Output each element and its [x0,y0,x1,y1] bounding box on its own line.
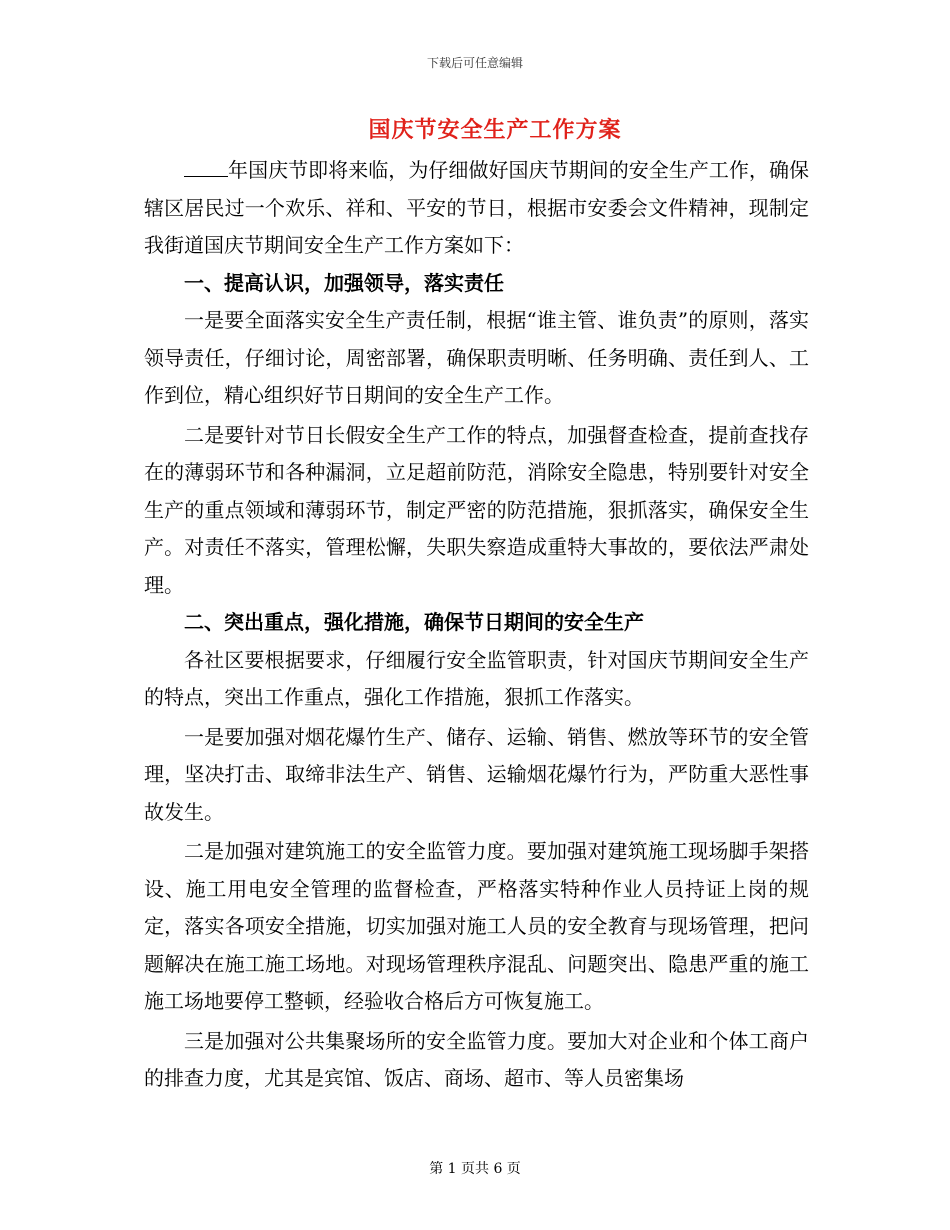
page-number-footer: 第 1 页共 6 页 [429,1161,521,1177]
section-1-paragraph-2: 二是要针对节日长假安全生产工作的特点，加强督查检查，提前查找存在的薄弱环节和各种漏洞，立足超前防范，消除安全隐患，特别要针对安全生产的重点领域和薄弱环节，制定严密的防范措施，狠抓落实，确保安全生产。对责任不落实，管理松懈，失职失察造成重特大事故的，要依法严肃处理。 [144,422,809,597]
document-title: 国庆节安全生产工作方案 [368,117,622,143]
page-header-note: 下载后可任意编辑 [426,56,523,70]
intro-text: 年国庆节即将来临，为仔细做好国庆节期间的安全生产工作，确保辖区居民过一个欢乐、祥和、平安的节日，根据市安委会文件精神，现制定我街道国庆节期间安全生产工作方案如下： [144,158,809,257]
year-blank [184,154,228,177]
section-2-paragraph-2: 一是要加强对烟花爆竹生产、储存、运输、销售、燃放等环节的安全管理，坚决打击、取缔非法生产、销售、运输烟花爆竹行为，严防重大恶性事故发生。 [144,724,809,824]
section-2-paragraph-1: 各社区要根据要求，仔细履行安全监管职责，针对国庆节期间安全生产的特点，突出工作重点，强化工作措施，狠抓工作落实。 [144,647,809,709]
section-1-paragraph-1: 一是要全面落实安全生产责任制，根据“谁主管、谁负责”的原则，落实领导责任，仔细讨论，周密部署，确保职责明晰、任务明确、责任到人、工作到位，精心组织好节日期间的安全生产工作。 [144,308,809,407]
section-1-heading: 一、提高认识，加强领导，落实责任 [184,270,504,295]
intro-paragraph [144,152,809,265]
section-2-heading: 二、突出重点，强化措施，确保节日期间的安全生产 [184,610,644,634]
document-body [144,152,809,1098]
section-2-paragraph-4: 三是加强对公共集聚场所的安全监管力度。要加大对企业和个体工商户的排查力度，尤其是宾馆、饭店、商场、超市、等人员密集场 [144,1028,809,1090]
section-2-paragraph-3: 二是加强对建筑施工的安全监管力度。要加强对建筑施工现场脚手架搭设、施工用电安全管理的监督检查，严格落实特种作业人员持证上岗的规定，落实各项安全措施，切实加强对施工人员的安全教育与现场管理，把问题解决在施工施工场地。对现场管理秩序混乱、问题突出、隐患严重的施工施工场地要停工整顿，经验收合格后方可恢复施工。 [144,839,809,1013]
